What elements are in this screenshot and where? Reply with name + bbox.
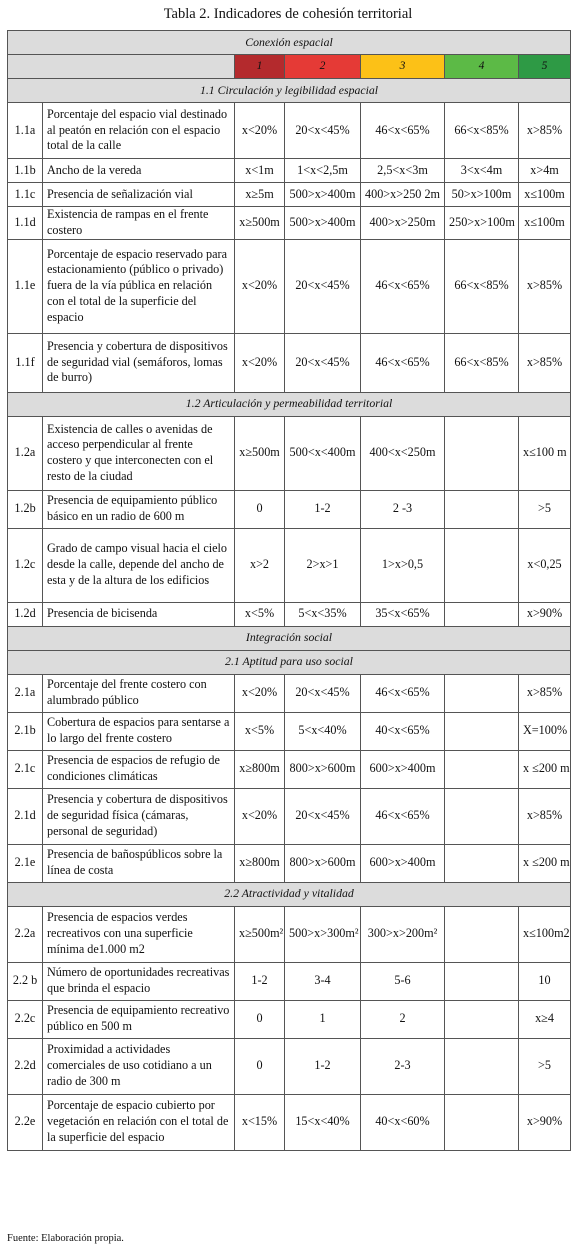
value-level-4: 66<x<85% xyxy=(445,333,519,392)
table-row xyxy=(8,103,571,159)
value-level-2: 500>x>300m² xyxy=(285,906,361,962)
value-level-3: 5-6 xyxy=(361,962,445,1000)
value-level-5: x≤100m2 xyxy=(519,906,571,962)
value-level-2: 500>x>400m xyxy=(285,207,361,240)
value-level-4 xyxy=(445,416,519,490)
indicator-code: 2.2e xyxy=(8,1094,43,1150)
value-level-1: x<20% xyxy=(235,788,285,844)
value-level-4 xyxy=(445,1000,519,1038)
value-level-3: 46<x<65% xyxy=(361,674,445,712)
value-level-3: 40<x<65% xyxy=(361,712,445,750)
value-level-4: 66<x<85% xyxy=(445,239,519,333)
header-section-row xyxy=(8,31,571,55)
value-level-5: x≥4 xyxy=(519,1000,571,1038)
indicator-description: Porcentaje del frente costero con alumbrado público xyxy=(43,674,235,712)
value-level-4 xyxy=(445,712,519,750)
value-level-4 xyxy=(445,528,519,602)
value-level-4 xyxy=(445,490,519,528)
value-level-4 xyxy=(445,674,519,712)
value-level-2: 3-4 xyxy=(285,962,361,1000)
table-row xyxy=(8,416,571,490)
value-level-3: 600>x>400m xyxy=(361,750,445,788)
value-level-1: x<15% xyxy=(235,1094,285,1150)
indicator-code: 1.1a xyxy=(8,103,43,159)
indicator-code: 1.2d xyxy=(8,602,43,626)
value-level-3: 46<x<65% xyxy=(361,788,445,844)
value-level-2: 20<x<45% xyxy=(285,788,361,844)
indicator-description: Porcentaje del espacio vial destinado al peatón en relación con el espacio total de la calle xyxy=(43,103,235,159)
indicator-code: 2.1d xyxy=(8,788,43,844)
value-level-1: x≥800m xyxy=(235,750,285,788)
value-level-2: 800>x>600m xyxy=(285,844,361,882)
value-level-1: x<20% xyxy=(235,239,285,333)
scale-blank-cell xyxy=(8,55,235,79)
value-level-3: 40<x<60% xyxy=(361,1094,445,1150)
table-row xyxy=(8,788,571,844)
value-level-2: 1-2 xyxy=(285,490,361,528)
value-level-2: 20<x<45% xyxy=(285,674,361,712)
value-level-5: 10 xyxy=(519,962,571,1000)
value-level-4 xyxy=(445,844,519,882)
indicator-code: 2.1b xyxy=(8,712,43,750)
value-level-5: x≤100m xyxy=(519,183,571,207)
value-level-4 xyxy=(445,1094,519,1150)
table-row xyxy=(8,962,571,1000)
value-level-5: x>85% xyxy=(519,674,571,712)
value-level-1: x<20% xyxy=(235,103,285,159)
table-row xyxy=(8,602,571,626)
value-level-2: 500>x>400m xyxy=(285,183,361,207)
table-row xyxy=(8,159,571,183)
indicator-description: Presencia de espacios verdes recreativos con una superficie mínima de1.000 m2 xyxy=(43,906,235,962)
value-level-1: x≥500m xyxy=(235,207,285,240)
value-level-1: x<5% xyxy=(235,602,285,626)
value-level-2: 1<x<2,5m xyxy=(285,159,361,183)
value-level-3: 400>x>250 2m xyxy=(361,183,445,207)
value-level-4 xyxy=(445,602,519,626)
indicator-code: 2.1e xyxy=(8,844,43,882)
indicator-code: 1.2c xyxy=(8,528,43,602)
indicators-table-body xyxy=(8,31,571,1151)
scale-cell-3: 3 xyxy=(361,55,445,79)
value-level-5: x>90% xyxy=(519,602,571,626)
value-level-3: 1>x>0,5 xyxy=(361,528,445,602)
source-note: Fuente: Elaboración propia. xyxy=(7,1233,124,1244)
indicator-description: Ancho de la vereda xyxy=(43,159,235,183)
value-level-2: 20<x<45% xyxy=(285,103,361,159)
value-level-2: 15<x<40% xyxy=(285,1094,361,1150)
indicator-description: Presencia de bañospúblicos sobre la línea de costa xyxy=(43,844,235,882)
section-header: 2.1 Aptitud para uso social xyxy=(8,650,571,674)
value-level-1: x>2 xyxy=(235,528,285,602)
table-row xyxy=(8,844,571,882)
indicator-description: Porcentaje de espacio cubierto por vegetación en relación con el total de la superficie del espacio xyxy=(43,1094,235,1150)
value-level-2: 2>x>1 xyxy=(285,528,361,602)
indicator-code: 2.2 b xyxy=(8,962,43,1000)
indicator-code: 2.2d xyxy=(8,1038,43,1094)
value-level-1: x≥800m xyxy=(235,844,285,882)
scale-cell-1: 1 xyxy=(235,55,285,79)
indicator-description: Presencia de equipamiento recreativo público en 500 m xyxy=(43,1000,235,1038)
value-level-5: x ≤200 m xyxy=(519,844,571,882)
value-level-4 xyxy=(445,962,519,1000)
value-level-5: x≤100m xyxy=(519,207,571,240)
value-level-1: 0 xyxy=(235,1000,285,1038)
table-row xyxy=(8,712,571,750)
value-level-5: x≤100 m xyxy=(519,416,571,490)
value-level-4 xyxy=(445,788,519,844)
section-header: 1.2 Articulación y permeabilidad territorial xyxy=(8,392,571,416)
table-row xyxy=(8,674,571,712)
value-level-3: 46<x<65% xyxy=(361,103,445,159)
indicator-description: Número de oportunidades recreativas que brinda el espacio xyxy=(43,962,235,1000)
scale-cell-5: 5 xyxy=(519,55,571,79)
value-level-5: x>4m xyxy=(519,159,571,183)
value-level-2: 1 xyxy=(285,1000,361,1038)
value-level-3: 400<x<250m xyxy=(361,416,445,490)
value-level-2: 20<x<45% xyxy=(285,333,361,392)
value-level-4 xyxy=(445,1038,519,1094)
section-header: 2.2 Atractividad y vitalidad xyxy=(8,882,571,906)
value-level-4: 3<x<4m xyxy=(445,159,519,183)
scale-cell-2: 2 xyxy=(285,55,361,79)
value-level-5: x>85% xyxy=(519,788,571,844)
scale-cell-4: 4 xyxy=(445,55,519,79)
indicator-description: Proximidad a actividades comerciales de uso cotidiano a un radio de 300 m xyxy=(43,1038,235,1094)
value-level-3: 300>x>200m² xyxy=(361,906,445,962)
table-row xyxy=(8,239,571,333)
value-level-2: 500<x<400m xyxy=(285,416,361,490)
value-level-3: 46<x<65% xyxy=(361,239,445,333)
value-level-4 xyxy=(445,906,519,962)
table-row xyxy=(8,490,571,528)
value-level-3: 2,5<x<3m xyxy=(361,159,445,183)
value-level-4 xyxy=(445,750,519,788)
value-level-5: >5 xyxy=(519,490,571,528)
value-level-1: x<5% xyxy=(235,712,285,750)
indicator-code: 1.1d xyxy=(8,207,43,240)
value-level-3: 400>x>250m xyxy=(361,207,445,240)
value-level-5: x ≤200 m xyxy=(519,750,571,788)
value-level-1: x<20% xyxy=(235,674,285,712)
indicator-description: Porcentaje de espacio reservado para estacionamiento (público o privado) fuera de la vía pública en relación con el total de la superficie del espacio xyxy=(43,239,235,333)
group-row xyxy=(8,650,571,674)
indicator-code: 2.2c xyxy=(8,1000,43,1038)
value-level-5: >5 xyxy=(519,1038,571,1094)
group-row xyxy=(8,882,571,906)
group-row xyxy=(8,626,571,650)
value-level-3: 2 -3 xyxy=(361,490,445,528)
group-row xyxy=(8,79,571,103)
table-row xyxy=(8,1094,571,1150)
value-level-1: 0 xyxy=(235,1038,285,1094)
value-level-5: x>85% xyxy=(519,333,571,392)
indicators-table xyxy=(7,30,571,1151)
indicator-description: Cobertura de espacios para sentarse a lo largo del frente costero xyxy=(43,712,235,750)
value-level-1: x≥5m xyxy=(235,183,285,207)
indicator-code: 1.2a xyxy=(8,416,43,490)
section-header: Integración social xyxy=(8,626,571,650)
value-level-5: x>85% xyxy=(519,239,571,333)
table-row xyxy=(8,1000,571,1038)
indicator-description: Grado de campo visual hacia el cielo desde la calle, depende del ancho de esta y de la altura de los edificios xyxy=(43,528,235,602)
section-header: 1.1 Circulación y legibilidad espacial xyxy=(8,79,571,103)
value-level-5: x<0,25 xyxy=(519,528,571,602)
table-row xyxy=(8,528,571,602)
indicator-description: Presencia de espacios de refugio de condiciones climáticas xyxy=(43,750,235,788)
value-level-1: x≥500m xyxy=(235,416,285,490)
indicator-code: 2.2a xyxy=(8,906,43,962)
value-level-1: 1-2 xyxy=(235,962,285,1000)
indicator-code: 1.1b xyxy=(8,159,43,183)
indicator-description: Presencia de equipamiento público básico en un radio de 600 m xyxy=(43,490,235,528)
value-level-3: 35<x<65% xyxy=(361,602,445,626)
indicator-code: 1.1e xyxy=(8,239,43,333)
value-level-2: 5<x<35% xyxy=(285,602,361,626)
indicator-code: 2.1c xyxy=(8,750,43,788)
indicator-code: 1.2b xyxy=(8,490,43,528)
value-level-1: x≥500m² xyxy=(235,906,285,962)
indicator-description: Presencia de señalización vial xyxy=(43,183,235,207)
indicator-description: Presencia y cobertura de dispositivos de seguridad física (cámaras, personal de seguridad) xyxy=(43,788,235,844)
value-level-3: 46<x<65% xyxy=(361,333,445,392)
table-row xyxy=(8,750,571,788)
indicator-description: Presencia y cobertura de dispositivos de seguridad vial (semáforos, lomas de burro) xyxy=(43,333,235,392)
indicator-description: Existencia de rampas en el frente costero xyxy=(43,207,235,240)
table-title: Tabla 2. Indicadores de cohesión territorial xyxy=(163,6,413,22)
value-level-2: 800>x>600m xyxy=(285,750,361,788)
value-level-2: 1-2 xyxy=(285,1038,361,1094)
indicator-code: 1.1c xyxy=(8,183,43,207)
table-row xyxy=(8,1038,571,1094)
value-level-5: X=100% xyxy=(519,712,571,750)
value-level-2: 5<x<40% xyxy=(285,712,361,750)
value-level-1: x<1m xyxy=(235,159,285,183)
table-row xyxy=(8,906,571,962)
value-level-2: 20<x<45% xyxy=(285,239,361,333)
scale-row xyxy=(8,55,571,79)
value-level-5: x>85% xyxy=(519,103,571,159)
value-level-1: 0 xyxy=(235,490,285,528)
value-level-1: x<20% xyxy=(235,333,285,392)
value-level-3: 2-3 xyxy=(361,1038,445,1094)
table-row xyxy=(8,333,571,392)
table-row xyxy=(8,183,571,207)
value-level-4: 50>x>100m xyxy=(445,183,519,207)
value-level-4: 250>x>100m xyxy=(445,207,519,240)
table-row xyxy=(8,207,571,240)
section-header-conexion: Conexión espacial xyxy=(8,31,571,55)
value-level-5: x>90% xyxy=(519,1094,571,1150)
value-level-4: 66<x<85% xyxy=(445,103,519,159)
indicator-code: 2.1a xyxy=(8,674,43,712)
value-level-3: 600>x>400m xyxy=(361,844,445,882)
indicator-description: Presencia de bicisenda xyxy=(43,602,235,626)
indicator-description: Existencia de calles o avenidas de acceso perpendicular al frente costero y que interconecten con el resto de la ciudad xyxy=(43,416,235,490)
indicator-code: 1.1f xyxy=(8,333,43,392)
value-level-3: 2 xyxy=(361,1000,445,1038)
group-row xyxy=(8,392,571,416)
